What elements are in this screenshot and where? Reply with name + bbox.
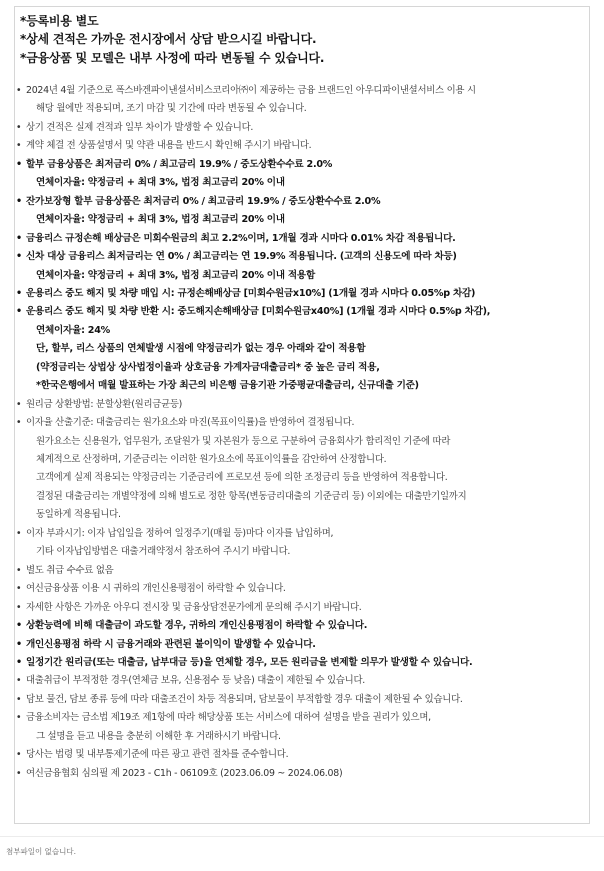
bullet-icon: • [16,306,22,318]
notice-item [16,654,473,671]
notice-item-continuation [36,377,419,394]
notice-item [16,285,476,302]
notice-item [16,765,343,782]
header-line: *등록비용 별도 [20,14,99,28]
bullet-icon: • [16,693,22,705]
notice-text: 고객에게 실제 적용되는 약정금리는 기준금리에 프로모션 등에 의한 조정금리 등을 반영하여 적용합니다. [36,472,448,484]
notice-text: 기타 이자납입방법은 대출거래약정서 참조하여 주시기 바랍니다. [36,546,291,558]
bullet-icon: • [16,158,22,170]
notice-text: *한국은행에서 매월 발표하는 가장 최근의 비은행 금융기관 가중평균대출금리, 신규대출 기준) [36,380,419,392]
notice-text: 여신금융상품 이용 시 귀하의 개인신용평점이 하락할 수 있습니다. [26,583,286,595]
notice-item [16,599,362,616]
notice-text: 당사는 법령 및 내부통제기준에 따른 광고 관련 절차를 준수합니다. [26,749,289,761]
notice-text: 상환능력에 비해 대출금이 과도할 경우, 귀하의 개인신용평점이 하락할 수 있습니다. [26,620,368,632]
notice-item [16,617,368,634]
notice-text: 자세한 사항은 가까운 아우디 전시장 및 금융상담전문가에게 문의해 주시기 바랍니다. [26,601,362,613]
notice-text: 운용리스 중도 해지 및 차량 반환 시: 중도해지손해배상금 [미회수원금x40%] (1개월 경과 시마다 0.5%p 차감), [26,306,491,318]
notice-text: (약정금리는 상법상 상사법정이율과 상호금융 가계자금대출금리* 중 높은 금리 적용, [36,361,380,373]
notice-text: 연체이자율: 약정금리 + 최대 3%, 법정 최고금리 20% 이내 적용함 [36,269,315,281]
notice-text: 신차 대상 금융리스 최저금리는 연 0% / 최고금리는 연 19.9% 적용됩니다. (고객의 신용도에 따라 차등) [26,251,457,263]
notice-text: 운용리스 중도 해지 및 차량 매입 시: 규정손해배상금 [미회수원금x10%] (1개월 경과 시마다 0.05%p 차감) [26,287,476,299]
notice-item [16,82,476,99]
notice-text: 2024년 4월 기준으로 폭스바겐파이낸셜서비스코리아㈜이 제공하는 금융 브랜드인 아우디파이낸셜서비스 이용 시 [26,85,476,96]
notice-text: 원가요소는 신용원가, 업무원가, 조달원가 및 자본원가 등으로 구분하여 금융회사가 합리적인 기준에 따라 [36,435,451,447]
notice-item [16,156,333,173]
notice-text: 여신금융협회 심의필 제 2023 - C1h - 06109호 (2023.06.09 ~ 2024.06.08) [26,767,343,779]
notice-text: 원리금 상환방법: 분할상환(원리금균등) [26,398,183,410]
notice-text: 단, 할부, 리스 상품의 연체발생 시점에 약정금리가 없는 경우 아래와 같이 적용함 [36,343,366,355]
bullet-icon: • [16,564,22,576]
notice-text: 금융소비자는 금소법 제19조 제1항에 따라 해당상품 또는 서비스에 대하여 설명을 받을 권리가 있으며, [26,712,431,724]
bullet-icon: • [16,601,22,613]
notice-text: 상기 견적은 실제 견적과 일부 차이가 발생할 수 있습니다. [26,121,254,133]
notice-text: 잔가보장형 할부 금융상품은 최저금리 0% / 최고금리 19.9% / 중도상환수수료 2.0% [26,195,381,207]
bullet-icon: • [16,656,22,668]
notice-item-continuation [36,322,110,339]
bullet-icon: • [16,583,22,595]
notice-text: 이자 부과시기: 이자 납입일을 정하여 일정주기(매월 등)마다 이자를 납입하며, [26,527,334,539]
notice-text: 계약 체결 전 상품설명서 및 약관 내용을 반드시 확인해 주시기 바랍니다. [26,140,312,152]
notice-item [16,746,289,763]
bullet-icon: • [16,140,22,152]
notice-text: 개인신용평점 하락 시 금융거래와 관련된 불이익이 발생할 수 있습니다. [26,638,316,650]
notice-item [16,119,254,136]
notice-item-continuation [36,469,447,486]
notice-text: 금융리스 규정손해 배상금은 미회수원금의 최고 2.2%이며, 1개월 경과 시마다 0.01% 차감 적용됩니다. [26,232,456,244]
notice-item-continuation [36,267,315,284]
bullet-icon: • [16,251,22,263]
attachment-note: 첨부파일이 없습니다. [6,847,76,856]
notice-text: 할부 금융상품은 최저금리 0% / 최고금리 19.9% / 중도상환수수료 2.0% [26,158,333,170]
bullet-icon: • [16,620,22,632]
notice-text: 대출취급이 부적정한 경우(연체금 보유, 신용점수 등 낮음) 대출이 제한될 수 있습니다. [26,675,365,687]
notice-item-continuation [36,543,290,560]
bullet-icon: • [16,675,22,687]
notice-item-continuation [36,488,466,505]
header-line: *상세 견적은 가까운 전시장에서 상담 받으시길 바랍니다. [20,32,317,46]
notice-text: 연체이자율: 24% [36,324,110,336]
bullet-icon: • [16,767,22,779]
notice-text: 담보 물건, 담보 종류 등에 따라 대출조건이 차등 적용되며, 담보물이 부적합할 경우 대출이 제한될 수 있습니다. [26,693,463,705]
notice-item-continuation [36,359,380,376]
bullet-icon: • [16,287,22,299]
notice-item [16,230,456,247]
bullet-icon: • [16,638,22,650]
bullet-icon: • [16,398,22,410]
header-line: *금융상품 및 모델은 내부 사정에 따라 변동될 수 있습니다. [20,51,325,65]
bullet-icon: • [16,232,22,244]
notice-item [16,691,463,708]
bullet-icon: • [16,85,22,96]
notice-item [16,562,114,579]
bullet-icon: • [16,712,22,724]
divider [0,836,604,837]
notice-item-continuation [36,728,281,745]
bullet-icon: • [16,749,22,761]
notice-item [16,636,316,653]
notice-item-continuation [36,100,307,117]
notice-item [16,580,286,597]
notice-text: 해당 월에만 적용되며, 조기 마감 및 기간에 따라 변동될 수 있습니다. [36,103,307,115]
notice-item [16,414,355,431]
notice-text: 결정된 대출금리는 개별약정에 의해 별도로 정한 항목(변동금리대출의 기준금리 등) 이외에는 대출만기일까지 [36,490,467,502]
notice-text: 일정기간 원리금(또는 대출금, 납부대금 등)을 연체할 경우, 모든 원리금을 변제할 의무가 발생할 수 있습니다. [26,656,473,668]
notice-text: 그 설명을 듣고 내용을 충분히 이해한 후 거래하시기 바랍니다. [36,730,281,742]
bullet-icon: • [16,527,22,539]
notice-item-continuation [36,340,365,357]
notice-item [16,396,183,413]
notice-text: 연체이자율: 약정금리 + 최대 3%, 법정 최고금리 20% 이내 [36,177,285,189]
notice-item [16,137,312,154]
notice-item-continuation [36,211,285,228]
notice-text: 이자율 산출기준: 대출금리는 원가요소와 마진(목표이익률)을 반영하여 결정됩니다. [26,417,355,429]
bullet-icon: • [16,121,22,133]
notice-item-continuation [36,174,285,191]
notice-item-continuation [36,433,450,450]
notice-item [16,709,431,726]
notice-text: 동일하게 적용됩니다. [36,509,121,521]
notice-item-continuation [36,506,121,523]
notice-item [16,672,365,689]
notice-item [16,193,381,210]
notice-item [16,248,457,265]
notice-item [16,303,491,320]
bullet-icon: • [16,195,22,207]
notice-item [16,525,334,542]
notice-item-continuation [36,451,386,468]
notice-text: 별도 취급 수수료 없음 [26,564,114,576]
notice-text: 체계적으로 산정하며, 기준금리는 이러한 원가요소에 목표이익률을 감안하여 산정합니다. [36,454,387,465]
bullet-icon: • [16,417,22,429]
notice-text: 연체이자율: 약정금리 + 최대 3%, 법정 최고금리 20% 이내 [36,214,285,226]
